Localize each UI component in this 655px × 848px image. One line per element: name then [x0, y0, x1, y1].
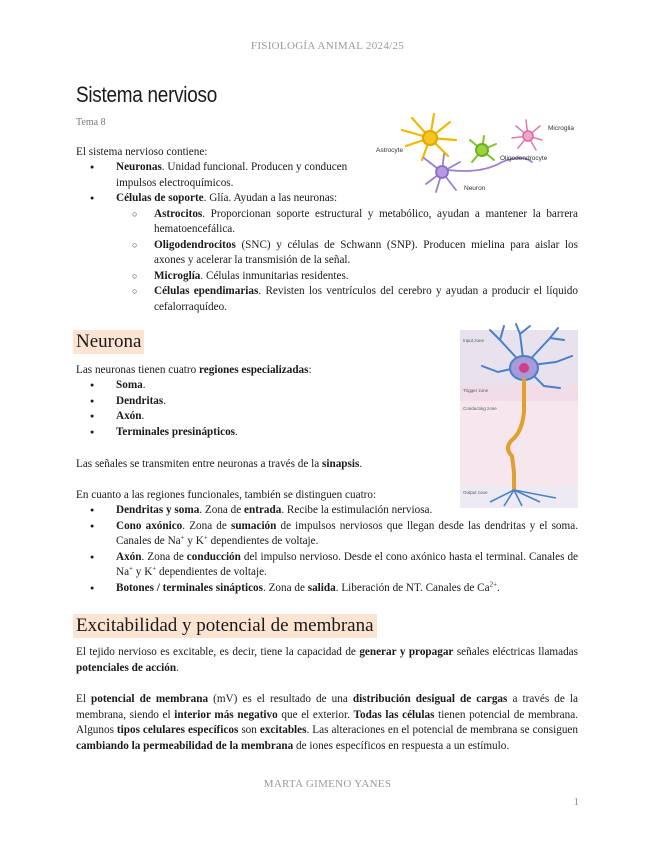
intro-text: El sistema nervioso contiene: — [76, 146, 208, 158]
conducting-zone-band — [460, 401, 578, 486]
list-item: ● Cono axónico. Zona de sumación de impulsos nerviosos que llegan desde las dendritas y el soma. Canales de Na+ y K+ dependientes de voltaje. — [76, 519, 578, 550]
output-zone-label: Output zone — [463, 490, 488, 495]
section-heading-excitabilidad: Excitabilidad y potencial de membrana — [73, 614, 377, 638]
list-item: ● Botones / terminales sinápticos. Zona de salida. Liberación de NT. Canales de $Ca^{2+}$. — [76, 581, 578, 597]
list-item: ○ Astrocitos. Proporcionan soporte estructural y metabólico, ayudan a mantener la barrera hematoencefálica. — [76, 207, 578, 238]
list-item: ○ Células ependimarias. Revisten los ventrículos del cerebro y ayudan a producir el líquido cefalorraquídeo. — [76, 284, 578, 315]
conducting-zone-label: Conducting zone — [463, 406, 497, 411]
list-item: ● Axón. Zona de conducción del impulso nervioso. Desde el cono axónico hasta el terminal. Canales de Na+ y K+ dependientes de voltaje. — [76, 550, 578, 581]
page-title: Sistema nervioso — [76, 82, 217, 107]
functional-regions-list — [76, 503, 578, 596]
neuron-zones-figure — [460, 322, 578, 508]
list-item: ● Células de soporte. Glía. Ayudan a las neuronas: — [76, 191, 578, 207]
astrocyte-label: Astrocyte — [376, 147, 404, 154]
section-heading-neurona: Neurona — [73, 330, 144, 354]
footer-author: MARTA GIMENO YANES — [263, 778, 392, 790]
cell-types-list — [76, 160, 578, 315]
list-item: ○ Microglía. Células inmunitarias residentes. — [76, 269, 578, 285]
running-header: FISIOLOGÍA ANIMAL 2024/25 — [250, 40, 405, 52]
list-item: ● Axón. — [76, 409, 456, 425]
microglia-label: Microglia — [548, 125, 575, 132]
regions-intro: Las neuronas tienen cuatro regiones especializadas: — [76, 364, 312, 376]
nucleus — [519, 363, 529, 373]
oligodendrocyte-label: Oligodendrocyte — [500, 155, 548, 162]
functional-intro: En cuanto a las regiones funcionales, también se distinguen cuatro: — [76, 489, 377, 501]
trigger-zone-label: Trigger zone — [463, 388, 489, 393]
input-zone-label: Input zone — [463, 338, 485, 343]
regions-list — [76, 378, 456, 440]
list-item: ● Neuronas. Unidad funcional. Producen y conducen impulsos electroquímicos. — [76, 160, 361, 191]
list-item: ○ Oligodendrocitos (SNC) y células de Schwann (SNP). Producen mielina para aislar los axones y acelerar la transmisión de la señal. — [76, 238, 578, 269]
sinapsis-text: Las señales se transmiten entre neuronas a través de la sinapsis. — [76, 458, 363, 470]
membrane-potential-paragraph: El potencial de membrana (mV) es el resultado de una distribución desigual de cargas a través de la membrana, siendo el interior más negativo que el exterior. Todas las células tienen potencial de membrana. Algunos tipos celulares específicos son excitables. Las alteraciones en el potencial de membrana se consiguen cambiando la permeabilidad de la membrana de iones específicos en respuesta a un estímulo. — [76, 693, 578, 752]
list-item: ● Dendritas. — [76, 394, 456, 410]
list-item: ● Terminales presinápticos. — [76, 425, 456, 441]
list-item: ● Soma. — [76, 378, 456, 394]
neuron-label: Neuron — [464, 185, 486, 192]
list-item: ● Dendritas y soma. Zona de entrada. Recibe la estimulación nerviosa. — [76, 503, 578, 519]
excitability-paragraph: El tejido nervioso es excitable, es decir, tiene la capacidad de generar y propagar señales eléctricas llamadas potenciales de acción. — [76, 646, 578, 674]
chapter-label: Tema 8 — [76, 117, 106, 128]
page-number: 1 — [573, 796, 579, 808]
